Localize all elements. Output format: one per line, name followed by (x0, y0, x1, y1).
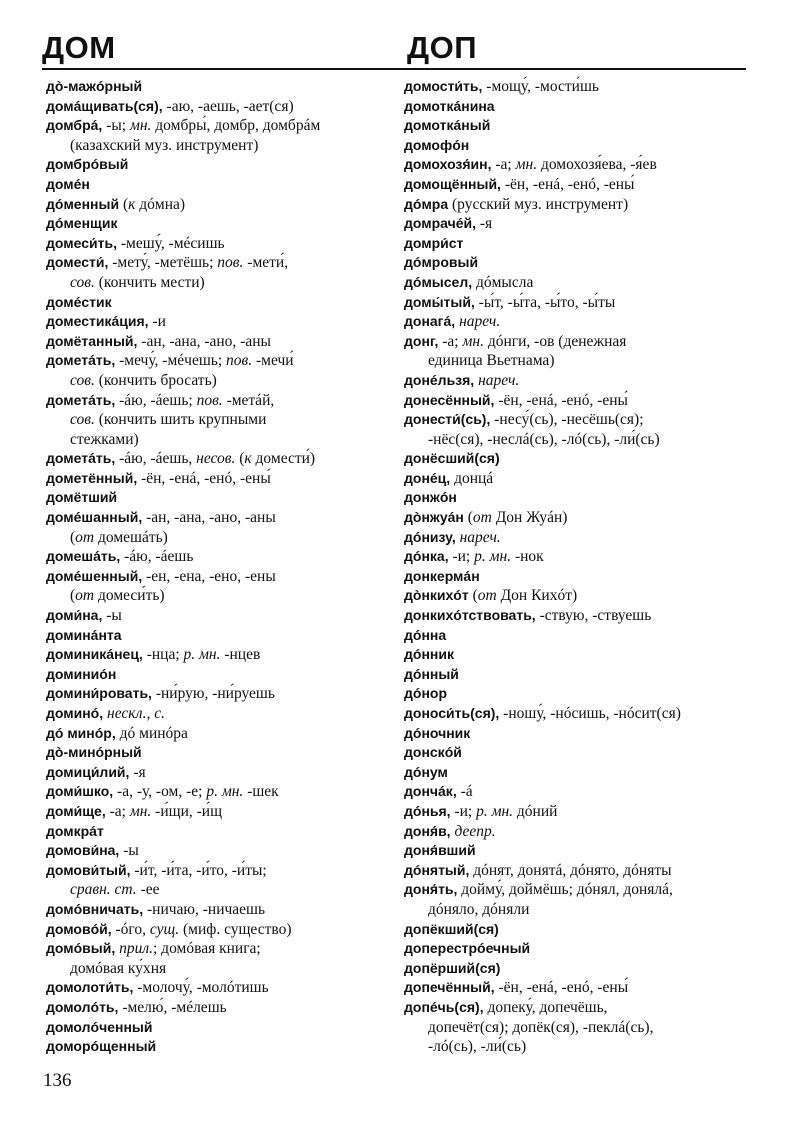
entry-headword: донесённый, (404, 391, 495, 408)
entry-headword: домéн (46, 175, 90, 192)
entry-headword: дòнкихóт (404, 587, 469, 604)
entry-headword: доми́на, (46, 607, 103, 624)
entry-grammar: -ен, -ена, -ено, -ены (142, 567, 276, 585)
entry-grammar: -á (456, 783, 473, 801)
entry-grammar: -лó(сь), -ли́(сь) (428, 1038, 527, 1056)
entry-headword: домбрóвый (46, 156, 129, 173)
entry-headword: донéц, (404, 469, 451, 486)
dictionary-entry (46, 97, 386, 117)
dictionary-entry (46, 391, 386, 411)
dictionary-entry (46, 351, 386, 371)
entry-grammar: -ан, -ана, -ано, -аны (142, 509, 276, 527)
dictionary-entry (46, 626, 386, 646)
dictionary-entry (46, 508, 386, 528)
dictionary-entry (46, 469, 386, 489)
dictionary-entry (46, 77, 386, 97)
dictionary-entry (404, 273, 750, 293)
dictionary-entry (404, 528, 750, 548)
entry-headword: доминáнта (46, 626, 122, 643)
dictionary-entry (46, 743, 386, 763)
entry-headword: доморóщенный (46, 1038, 157, 1055)
dictionary-entry (404, 665, 750, 685)
entry-headword: дóнка, (404, 548, 449, 565)
entry-headword: домрачéй, (404, 215, 477, 232)
dictionary-entry (46, 332, 386, 352)
entry-headword: дометáть, (46, 450, 116, 467)
entry-grammar: единица Вьетнама) (428, 352, 555, 370)
entry-grammar: -ы (102, 607, 122, 625)
entry-headword: дóночник (404, 724, 471, 741)
dictionary-entry (404, 978, 750, 998)
dictionary-entry (404, 547, 750, 567)
entry-grammar: -мечу́, -мéчешь; пов. -мечи́ (115, 352, 294, 370)
dictionary-entry (46, 841, 386, 861)
entry-headword: дóнник (404, 646, 454, 663)
entry-grammar: -ношу́, -нóсишь, -нóсит(ся) (499, 705, 681, 722)
entry-grammar: -ён, -енá, -енó, -ены́ (137, 469, 271, 487)
entry-headword: домоткáный (404, 117, 491, 134)
entry-continuation (404, 351, 750, 371)
entry-grammar: дóняло, дóняли (428, 900, 530, 918)
entry-headword: дóнор (404, 685, 447, 702)
entry-grammar: дойму́, доймёшь; дóнял, донялá, (457, 881, 673, 899)
entry-headword: дò-мажóрный (46, 78, 143, 94)
entry-grammar: -ён, -енá, -енó, -ены́ (494, 979, 629, 997)
entry-grammar: нареч. (459, 528, 501, 546)
dictionary-entry (404, 645, 750, 665)
entry-grammar: (от домешáть) (70, 528, 168, 546)
entry-grammar: деепр. (454, 822, 496, 840)
dictionary-entry (404, 253, 750, 273)
entry-headword: доми́шко, (46, 783, 114, 800)
entry-headword: домешáть, (46, 548, 121, 565)
entry-headword: доноси́ть(ся), (404, 705, 500, 721)
dictionary-entry (46, 195, 386, 215)
running-head-right: ДОП (407, 30, 477, 65)
entry-headword: допёрший(ся) (404, 959, 501, 976)
entry-grammar: -и (148, 313, 166, 331)
entry-headword: дóнна (404, 626, 447, 643)
entry-headword: домици́лий, (46, 763, 130, 780)
entry-headword: дометённый, (46, 469, 138, 486)
entry-headword: доми́ще, (46, 802, 106, 819)
dictionary-entry (46, 978, 386, 998)
dictionary-entry (404, 195, 750, 215)
entry-grammar: нареч. (478, 371, 520, 389)
entry-continuation (46, 410, 386, 430)
entry-headword: домощённый, (404, 175, 501, 192)
dictionary-entry (404, 920, 750, 940)
header-rule (42, 68, 746, 70)
entry-grammar: (к дóмна) (119, 195, 186, 213)
entry-grammar: -ы; мн. домбры́, домбр, домбрáм (102, 117, 321, 135)
dictionary-entry (404, 822, 750, 842)
entry-grammar: -а; мн. -и́щи, -и́щ (105, 802, 223, 820)
entry-grammar: -ан, -ана, -ано, -аны (137, 332, 271, 350)
entry-headword: домáщивать(ся), (46, 97, 163, 114)
entry-headword: дóменный (46, 195, 120, 212)
entry-headword: доперестрóечный (404, 940, 531, 957)
entry-headword: домётанный, (46, 332, 138, 349)
entry-headword: домови́тый, (46, 861, 131, 878)
entry-grammar: -ы (119, 842, 139, 860)
entry-grammar: -а; мн. домохозя́ева, -я́ев (491, 156, 657, 174)
dictionary-entry (404, 155, 750, 175)
dictionary-entry (46, 293, 386, 313)
entry-grammar: (от Дон Кихóт) (468, 587, 578, 605)
dictionary-entry (46, 116, 386, 136)
dictionary-entry (404, 586, 750, 606)
dictionary-entry (404, 508, 750, 528)
entry-grammar: -и; р. мн. дóний (450, 802, 558, 820)
dictionary-entry (46, 920, 386, 940)
entry-headword: домолóченный (46, 1018, 153, 1035)
dictionary-entry (404, 998, 750, 1018)
entry-grammar: сов. (кончить бросать) (70, 371, 217, 389)
dictionary-entry (46, 1037, 386, 1057)
entry-grammar: дóнят, донятá, дóнято, дóняты (469, 861, 672, 879)
dictionary-entry (404, 488, 750, 508)
entry-headword: дò-минóрный (46, 744, 142, 761)
entry-headword: домолóть, (46, 998, 119, 1015)
dictionary-entry (46, 449, 386, 469)
entry-headword: доня́ть, (404, 881, 458, 898)
dictionary-entry (404, 959, 750, 979)
dictionary-entry (46, 214, 386, 234)
dictionary-entry (46, 763, 386, 783)
entry-continuation (46, 273, 386, 293)
entry-headword: дóменщик (46, 215, 118, 232)
entry-grammar: -áю, -áешь; пов. -метáй, (115, 391, 275, 409)
entry-headword: доминиóн (46, 665, 117, 682)
dictionary-entry (404, 410, 750, 430)
entry-grammar: сравн. ст. -ее (70, 881, 160, 899)
entry-continuation (46, 959, 386, 979)
entry-grammar: -а, -у, -ом, -е; р. мн. -шек (113, 783, 279, 801)
entry-grammar: -и; р. мн. -нок (448, 548, 544, 566)
dictionary-entry (46, 782, 386, 802)
entry-headword: донжóн (404, 489, 457, 506)
entry-grammar: -ён, -енá, -енó, -ены́ (494, 391, 628, 409)
dictionary-entry (46, 822, 386, 842)
entry-grammar: -и́т, -и́та, -и́то, -и́ты; (130, 861, 267, 879)
entry-grammar: -мету́, -метёшь; пов. -мети́, (108, 254, 289, 272)
dictionary-entry (46, 861, 386, 881)
entry-headword: доместикáция, (46, 313, 149, 330)
entry-grammar: -нёс(ся), -неслá(сь), -лó(сь), -ли́(сь) (428, 430, 660, 448)
dictionary-entry (46, 998, 386, 1018)
dictionary-entry (404, 763, 750, 783)
dictionary-entry (404, 97, 750, 117)
entry-headword: домости́ть, (404, 78, 483, 94)
entry-headword: донг, (404, 332, 439, 349)
dictionary-entry (46, 312, 386, 332)
dictionary-entry (404, 293, 750, 313)
entry-headword: доминó, (46, 705, 104, 721)
dictionary-entry (404, 391, 750, 411)
entry-headword: домóвый, (46, 940, 116, 957)
dictionary-entry (46, 155, 386, 175)
entry-headword: домолоти́ть, (46, 979, 134, 996)
entry-headword: донéльзя, (404, 371, 475, 388)
entry-headword: дòнжуáн (404, 509, 464, 526)
entry-grammar: (от Дон Жуáн) (463, 509, 568, 527)
entry-grammar: дóмысла (472, 273, 534, 291)
entry-continuation (46, 528, 386, 548)
entry-grammar: -ни́рую, -ни́руешь (151, 685, 275, 703)
entry-headword: допéчь(ся), (404, 998, 484, 1015)
entry-headword: донагá, (404, 313, 456, 330)
entry-headword: домы́тый, (404, 293, 475, 310)
dictionary-entry (46, 1018, 386, 1038)
entry-grammar: -я (129, 763, 146, 781)
dictionary-entry (404, 684, 750, 704)
entry-grammar: -óго, сущ. (миф. существо) (111, 920, 292, 938)
entry-continuation (404, 1018, 750, 1038)
dictionary-entry (404, 743, 750, 763)
entry-headword: донскóй (404, 744, 462, 761)
entry-grammar: -молочу́, -молóтишь (133, 979, 269, 997)
dictionary-entry (404, 469, 750, 489)
entry-headword: домéшанный, (46, 509, 143, 526)
dictionary-entry (404, 606, 750, 626)
entry-grammar: -ы́т, -ы́та, -ы́то, -ы́ты (474, 293, 616, 311)
entry-continuation (46, 586, 386, 606)
entry-grammar: -ён, -енá, -енó, -ены́ (500, 175, 635, 193)
entry-headword: донкермáн (404, 567, 480, 584)
entry-headword: домовóй, (46, 920, 112, 937)
entry-continuation (46, 880, 386, 900)
right-column (404, 77, 750, 1057)
entry-headword: домéшенный, (46, 567, 143, 584)
entry-headword: донёсший(ся) (404, 450, 500, 467)
entry-headword: дометáть, (46, 352, 116, 369)
entry-grammar: -несу́(сь), -несёшь(ся); (490, 411, 644, 429)
entry-continuation (46, 136, 386, 156)
entry-grammar: нескл., с. (107, 705, 165, 722)
dictionary-entry (404, 175, 750, 195)
entry-grammar: -а; мн. дóнги, -ов (денежная (438, 332, 627, 350)
left-column (46, 77, 386, 1057)
entry-headword: дóнизу, (404, 528, 456, 545)
entry-grammar: -áю, -áешь (120, 548, 194, 566)
entry-continuation (46, 430, 386, 450)
dictionary-entry (404, 704, 750, 724)
dictionary-entry (404, 782, 750, 802)
dictionary-entry (404, 802, 750, 822)
entry-grammar: (казахский муз. инструмент) (70, 136, 259, 154)
dictionary-entry (404, 724, 750, 744)
dictionary-entry (46, 606, 386, 626)
entry-headword: дóнятый, (404, 861, 470, 878)
entry-grammar: донцá (450, 469, 494, 487)
dictionary-entry (404, 939, 750, 959)
dictionary-entry (46, 665, 386, 685)
dictionary-entry (46, 939, 386, 959)
entry-headword: домóвничать, (46, 900, 144, 917)
dictionary-entry (404, 371, 750, 391)
entry-grammar: стежками) (70, 430, 139, 448)
entry-grammar: сов. (кончить мести) (70, 273, 205, 291)
dictionary-entry (46, 175, 386, 195)
entry-grammar: -нца; р. мн. -нцев (142, 646, 261, 664)
entry-grammar: -ствую, -ствуешь (535, 607, 652, 625)
entry-headword: донести́(сь), (404, 411, 491, 428)
dictionary-entry (404, 567, 750, 587)
dictionary-entry (404, 116, 750, 136)
dictionary-entry (46, 802, 386, 822)
entry-grammar: -мелю́, -мéлешь (118, 998, 227, 1016)
entry-headword: домеси́ть, (46, 234, 117, 251)
entry-headword: домéстик (46, 293, 112, 310)
entry-grammar: прил.; домóвая книга; (119, 940, 261, 958)
entry-grammar: (от домеси́ть) (70, 587, 165, 605)
entry-headword: домови́на, (46, 842, 120, 859)
entry-headword: домофóн (404, 136, 470, 153)
entry-headword: доня́вший (404, 842, 476, 859)
entry-continuation (404, 430, 750, 450)
dictionary-entry (404, 312, 750, 332)
entry-headword: допёкший(ся) (404, 920, 499, 937)
entry-headword: домоткáнина (404, 97, 495, 114)
dictionary-entry (404, 234, 750, 254)
entry-headword: домкрáт (46, 822, 104, 839)
entry-headword: дó минóр, (46, 724, 116, 741)
dictionary-entry (46, 704, 386, 724)
entry-continuation (46, 371, 386, 391)
entry-headword: дóмровый (404, 254, 479, 271)
entry-continuation (404, 1037, 750, 1057)
entry-grammar: -мешу́, -мéсишь (116, 234, 225, 252)
entry-headword: домести́, (46, 254, 109, 271)
dictionary-entry (46, 253, 386, 273)
dictionary-entry (46, 684, 386, 704)
running-head-left: ДОМ (42, 30, 116, 65)
entry-headword: домри́ст (404, 234, 464, 251)
dictionary-entry (404, 77, 750, 97)
entry-headword: дóнный (404, 665, 459, 682)
page-number: 136 (43, 1070, 72, 1091)
entry-grammar: (русский муз. инструмент) (448, 195, 629, 213)
entry-headword: дончáк, (404, 783, 457, 800)
entry-headword: дометáть, (46, 391, 116, 408)
dictionary-entry (404, 861, 750, 881)
entry-headword: домини́ровать, (46, 685, 152, 702)
entry-headword: домётший (46, 489, 118, 506)
dictionary-entry (404, 214, 750, 234)
entry-grammar: -аю, -аешь, -ает(ся) (162, 97, 294, 115)
entry-grammar: домóвая ку́хня (70, 959, 167, 977)
entry-headword: домохозя́ин, (404, 156, 492, 173)
dictionary-entry (404, 626, 750, 646)
entry-headword: доминикáнец, (46, 646, 143, 663)
entry-headword: дóнум (404, 763, 448, 780)
dictionary-entry (46, 900, 386, 920)
dictionary-entry (46, 488, 386, 508)
dictionary-entry (404, 880, 750, 900)
entry-grammar: -ничаю, -ничаешь (143, 900, 266, 918)
entry-grammar: -áю, -áешь, несов. (к домести́) (115, 450, 316, 468)
entry-headword: домбрá, (46, 117, 103, 134)
entry-headword: доня́в, (404, 822, 451, 839)
entry-headword: дóмысел, (404, 273, 473, 290)
dictionary-entry (46, 567, 386, 587)
dictionary-entry (46, 234, 386, 254)
dictionary-entry (46, 547, 386, 567)
entry-headword: донкихóтствовать, (404, 607, 536, 624)
entry-headword: дóмра (404, 195, 449, 212)
dictionary-entry (404, 841, 750, 861)
dictionary-entry (404, 136, 750, 156)
entry-grammar: сов. (кончить шить крупными (70, 411, 267, 429)
entry-grammar: допечёт(ся); допёк(ся), -пеклá(сь), (428, 1018, 654, 1036)
entry-headword: дóнья, (404, 802, 451, 819)
dictionary-entry (46, 724, 386, 744)
entry-headword: допечённый, (404, 979, 495, 996)
entry-grammar: -я (476, 215, 493, 233)
entry-continuation (404, 900, 750, 920)
entry-grammar: дó минóра (115, 724, 188, 742)
dictionary-entry (46, 645, 386, 665)
entry-grammar: нареч. (459, 313, 501, 331)
dictionary-entry (404, 332, 750, 352)
entry-grammar: -мощу́, -мости́шь (482, 78, 599, 95)
dictionary-entry (404, 449, 750, 469)
entry-grammar: допеку́, допечёшь, (483, 998, 608, 1016)
